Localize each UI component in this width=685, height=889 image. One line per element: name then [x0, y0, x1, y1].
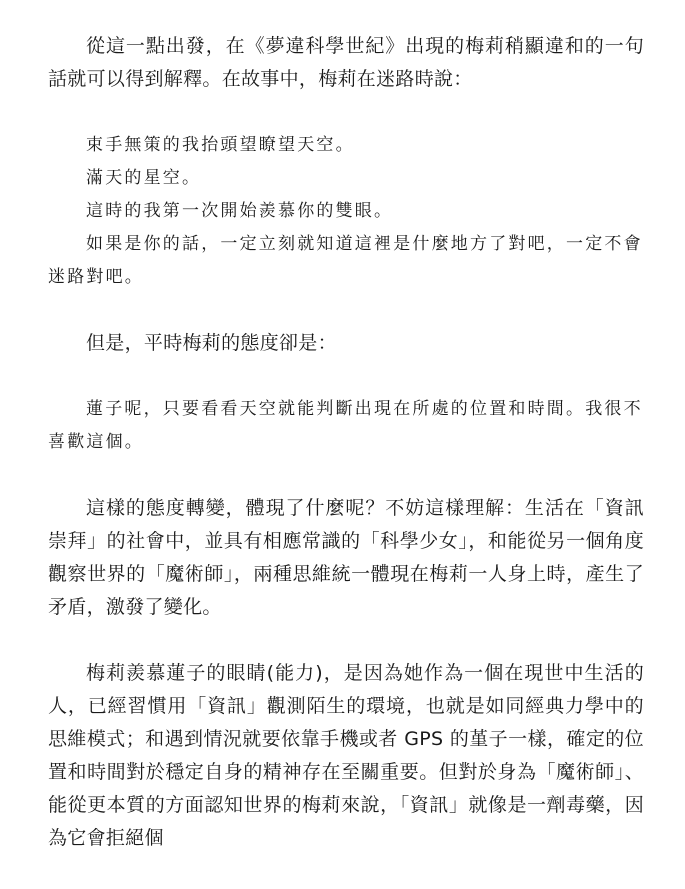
- spacer: [48, 624, 644, 657]
- explanation-paragraph: 梅莉羨慕蓮子的眼睛(能力)，是因為她作為一個在現世中生活的人，已經習慣用「資訊」觀測陌生的環境，也就是如同經典力學中的思維模式；和遇到情況就要依靠手機或者 GPS 的堇子一樣，確定的位置和時間對於穩定自身的精神存在至關重要。但對於身為「魔術師」、能從更本質的方面認知世界的梅莉來說，「資訊」就像是一劑毒藥，因為它會拒絕個: [48, 662, 644, 849]
- spacer: [48, 294, 644, 327]
- spacer: [48, 459, 644, 492]
- spacer: [48, 360, 644, 393]
- document-page: [48, 30, 644, 855]
- quote-line-2: 滿天的星空。: [86, 168, 202, 188]
- quote-renko: 蓮子呢，只要看看天空就能判斷出現在所處的位置和時間。我很不喜歡這個。: [48, 399, 643, 452]
- quote-line-3: 這時的我第一次開始羨慕你的雙眼。: [86, 201, 394, 221]
- quote-line-1: 束手無策的我抬頭望瞭望天空。: [86, 135, 355, 155]
- transition-paragraph: 但是，平時梅莉的態度卻是：: [86, 332, 337, 354]
- quote-line-4: 如果是你的話，一定立刻就知道這裡是什麼地方了對吧，一定不會迷路對吧。: [48, 234, 643, 287]
- analysis-paragraph: 這樣的態度轉變，體現了什麼呢？不妨這樣理解：生活在「資訊崇拜」的社會中，並具有相應常識的「科學少女」，和能從另一個角度觀察世界的「魔術師」，兩種思維統一體現在梅莉一人身上時，產生了矛盾，激發了變化。: [48, 497, 644, 618]
- spacer: [48, 96, 644, 129]
- intro-paragraph: 從這一點出發，在《夢違科學世紀》出現的梅莉稍顯違和的一句話就可以得到解釋。在故事中，梅莉在迷路時說：: [48, 35, 644, 90]
